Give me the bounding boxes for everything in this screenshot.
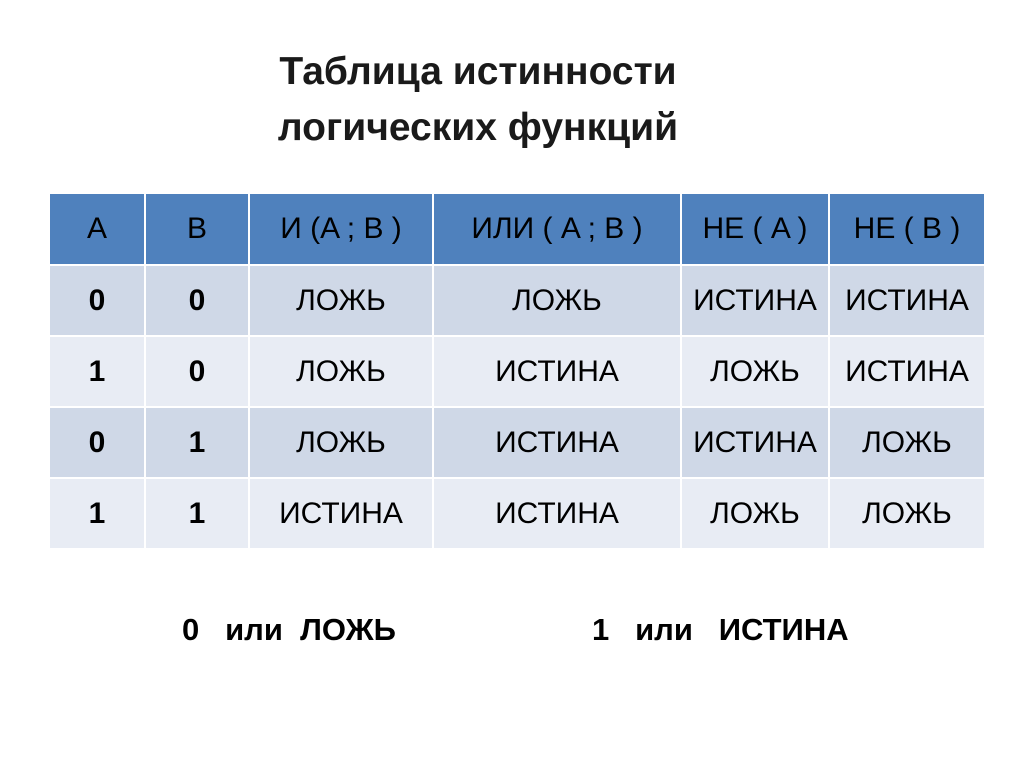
cell-not-a: ЛОЖЬ [681,478,829,549]
cell-not-a: ЛОЖЬ [681,336,829,407]
cell-a: 1 [49,336,145,407]
cell-or: ЛОЖЬ [433,265,681,336]
cell-or: ИСТИНА [433,336,681,407]
cell-not-b: ЛОЖЬ [829,407,985,478]
cell-not-b: ИСТИНА [829,265,985,336]
table-row [49,407,985,478]
header-not-a: НЕ ( A ) [681,193,829,265]
legend-zero: 0 или ЛОЖЬ [182,612,396,647]
cell-not-a: ИСТИНА [681,265,829,336]
cell-a: 1 [49,478,145,549]
slide-title [0,44,956,156]
cell-b: 0 [145,336,249,407]
cell-a: 0 [49,407,145,478]
cell-or: ИСТИНА [433,478,681,549]
cell-or: ИСТИНА [433,407,681,478]
title-line-2: логических функций [277,106,679,149]
legend-one: 1 или ИСТИНА [592,612,849,647]
header-not-b: НЕ ( B ) [829,193,985,265]
title-line-1: Таблица истинности [279,50,677,93]
cell-and: ИСТИНА [249,478,433,549]
table-row [49,265,985,336]
cell-not-a: ИСТИНА [681,407,829,478]
header-or: ИЛИ ( A ; B ) [433,193,681,265]
cell-and: ЛОЖЬ [249,336,433,407]
cell-and: ЛОЖЬ [249,265,433,336]
table-row [49,336,985,407]
header-and: И (A ; B ) [249,193,433,265]
table-row [49,478,985,549]
cell-and: ЛОЖЬ [249,407,433,478]
header-b: B [145,193,249,265]
cell-not-b: ИСТИНА [829,336,985,407]
cell-not-b: ЛОЖЬ [829,478,985,549]
cell-b: 1 [145,407,249,478]
header-a: A [49,193,145,265]
cell-b: 1 [145,478,249,549]
table-header-row [49,193,985,265]
cell-b: 0 [145,265,249,336]
truth-table [48,192,986,550]
cell-a: 0 [49,265,145,336]
